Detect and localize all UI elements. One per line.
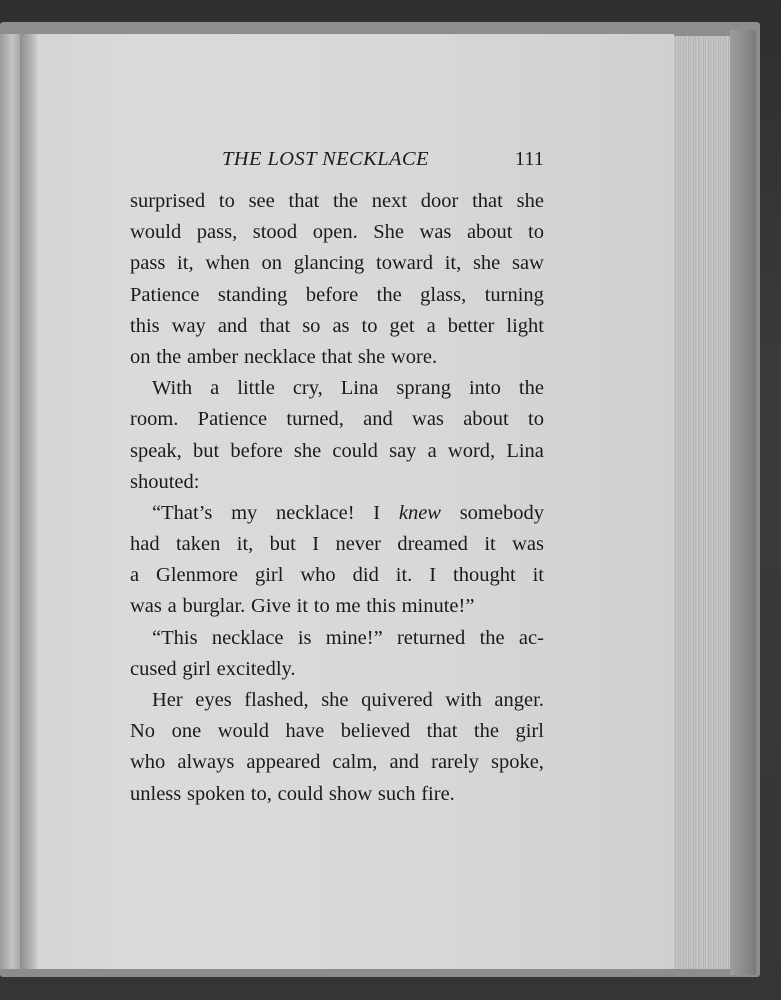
page-header xyxy=(130,148,546,178)
text-line: unless spoken to, could show such fire. xyxy=(130,782,455,805)
text-line: was a burglar. Give it to me this minute!” xyxy=(130,595,475,618)
book-gutter xyxy=(20,34,38,969)
text-line: No one would have believed that the girl xyxy=(130,720,544,743)
text-line: a Glenmore girl who did it. I thought it xyxy=(130,564,544,587)
text-line: speak, but before she could say a word, Lina xyxy=(130,439,544,462)
text-line: pass it, when on glancing toward it, she saw xyxy=(130,252,544,275)
text-line: cused girl excitedly. xyxy=(130,657,296,680)
running-title: THE LOST NECKLACE xyxy=(222,148,429,170)
facing-page-edge xyxy=(0,34,20,969)
text-line: on the amber necklace that she wore. xyxy=(130,345,438,368)
text-line: shouted: xyxy=(130,470,200,493)
text-line: would pass, stood open. She was about to xyxy=(130,221,544,244)
text-line: “This necklace is mine!” returned the ac- xyxy=(152,626,544,649)
book-spine-edge xyxy=(730,30,756,975)
text-line: had taken it, but I never dreamed it was xyxy=(130,533,544,556)
text-line: With a little cry, Lina sprang into the xyxy=(152,377,544,400)
text-line: room. Patience turned, and was about to xyxy=(130,408,544,431)
text-line: this way and that so as to get a better light xyxy=(130,314,544,337)
text-line: Her eyes flashed, she quivered with anger. xyxy=(152,689,544,711)
text-line: Patience standing before the glass, turning xyxy=(130,283,544,306)
page-number: 111 xyxy=(514,148,544,170)
text-line: “That’s my necklace! I knew somebody xyxy=(152,501,544,524)
text-line: who always appeared calm, and rarely spoke, xyxy=(130,751,544,774)
body-text xyxy=(130,186,544,810)
text-line: surprised to see that the next door that she xyxy=(130,190,544,212)
